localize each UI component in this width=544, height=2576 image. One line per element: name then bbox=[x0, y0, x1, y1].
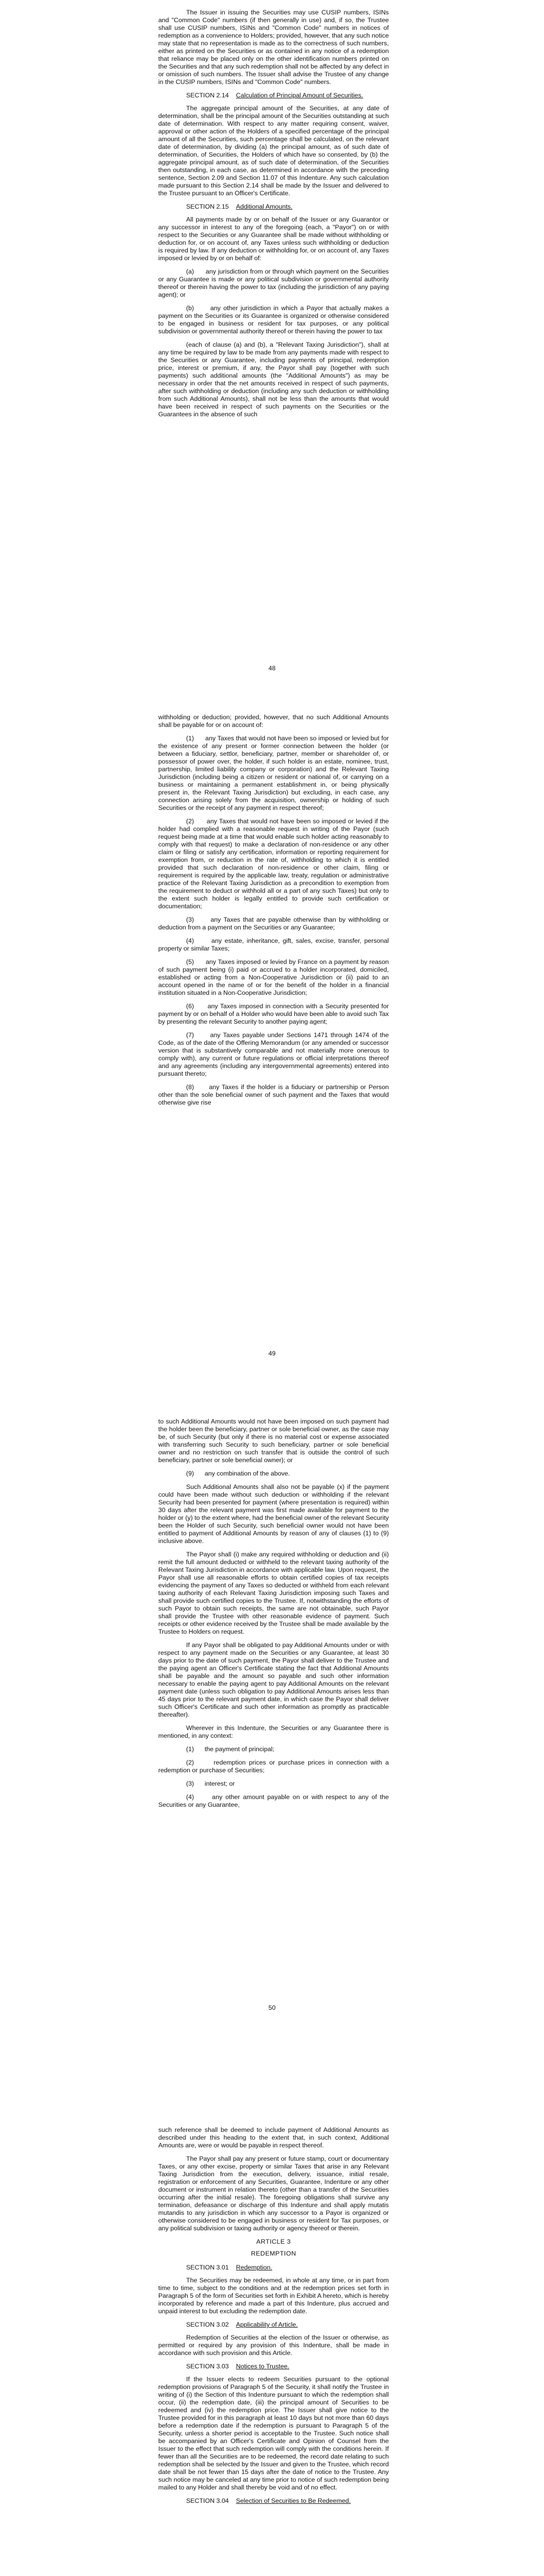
clause-a bbox=[158, 268, 389, 299]
list-item bbox=[158, 1759, 389, 1774]
list-item bbox=[158, 1083, 389, 1107]
section-title: Selection of Securities to Be Redeemed. bbox=[236, 2497, 351, 2504]
item-number: (7) bbox=[186, 1031, 194, 1039]
additional-amounts-paragraph: All payments made by or on behalf of the Issuer or any Guarantor or any successor in interest to any of the foregoing (each, a "Payor") on or with respect to the Securities or any Guarantee shall be made without withholding or deduction for, or on account of, any Taxes unless such withholding or deduction is required by law. If any deduction or withholding for, or on account of, any Taxes imposed or levied by or on behalf of: bbox=[158, 216, 389, 262]
section-number: SECTION 3.03 bbox=[186, 2363, 229, 2370]
section-number: SECTION 2.14 bbox=[186, 92, 229, 99]
section-title: Redemption. bbox=[236, 2264, 272, 2271]
withholding-paragraph: withholding or deduction; provided, however, that no such Additional Amounts shall be payable for or on account of: bbox=[158, 714, 389, 728]
continuation-paragraph: to such Additional Amounts would not have been imposed on such payment had the holder been the beneficiary, partner or sole beneficial owner, as the case may be, of such Security (but only if there is no material cost or expense associated with transferring such Security to such beneficiary, partner or sole beneficial owner and no restriction on such transfer that is outside the control of such beneficiary, partner or sole beneficial owner); or bbox=[158, 1418, 389, 1464]
remittance-paragraph: The Payor shall (i) make any required withholding or deduction and (ii) remit the full amount deducted or withheld to the relevant taxing authority of the Relevant Taxing Jurisdiction in accordance with applicable law. Upon request, the Payor shall use all reasonable efforts to obtain certified copies of tax receipts evidencing the payment of any Taxes so deducted or withheld from each relevant taxing authority of each Relevant Taxing Jurisdiction imposing such Taxes and shall provide such certified copies to the Trustee. If, notwithstanding the efforts of such Payor to obtain such receipts, the same are not obtainable, such Payor shall provide the Trustee with other reasonable evidence of payment. Such receipts or other evidence received by the Trustee shall be made available by the Trustee to Holders on request. bbox=[158, 1551, 389, 1635]
applicability-paragraph: Redemption of Securities at the election of the Issuer or otherwise, as permitted or required by any provision of this Indenture, shall be made in accordance with such provision and this Article. bbox=[158, 2334, 389, 2357]
article-title: REDEMPTION bbox=[251, 2250, 296, 2257]
item-number: (6) bbox=[186, 1003, 194, 1010]
reference-paragraph: such reference shall be deemed to include payment of Additional Amounts as described under this heading to the extent that, in such context, Additional Amounts are, were or would be payable in respect thereof. bbox=[158, 2126, 389, 2149]
section-3-04-heading bbox=[186, 2497, 389, 2505]
page-50 bbox=[0, 1406, 544, 2110]
page-number: 49 bbox=[268, 1350, 276, 1357]
clause-number: (b) bbox=[186, 304, 194, 312]
page-48 bbox=[0, 0, 544, 703]
item-text: any Taxes imposed or levied by France on a payment by reason of such payment being (i) paid or accrued to a holder incorporated, domiciled, established or acting from a Non-Cooperative Jurisdiction or (ii) paid to an account opened in the name of or for the benefit of the holder in a financial institution situated in a Non-Cooperative Jurisdiction; bbox=[158, 958, 389, 996]
item-text: redemption prices or purchase prices in connection with a redemption or purchase of Securities; bbox=[158, 1759, 389, 1774]
section-number: SECTION 3.02 bbox=[186, 2321, 229, 2328]
page-number: 50 bbox=[268, 2004, 276, 2011]
page-51 bbox=[0, 2110, 544, 2576]
section-title: Calculation of Principal Amount of Securities. bbox=[236, 92, 364, 99]
item-text: any Taxes that would not have been so imposed or levied but for the existence of any present or former connection between the holder (or between a fiduciary, settlor, beneficiary, partner, member or shareholder of, or possessor of power over, the holder, if such holder is an estate, nominee, trust, partnership, limited liability company or corporation) and the Relevant Taxing Jurisdiction (including being a citizen or resident or national of, or carrying on a business or maintaining a permanent establishment in, or being physically present in, the Relevant Taxing Jurisdiction) but excluding, in each case, any connection arising solely from the acquisition, ownership or holding of such Securities or the receipt of any payment in respect thereof; bbox=[158, 735, 389, 811]
relevant-taxing-jurisdiction-paragraph: (each of clause (a) and (b), a "Relevant Taxing Jurisdiction"), shall at any time be required by law to be made from any payments made with respect to the Securities or any Guarantee, including payments of principal, redemption price, interest or premium, if any, the Payor shall pay (together with such payments) such additional amounts (the "Additional Amounts") as may be necessary in order that the net amounts received in respect of such payments, after such withholding or deduction (including any such deduction or withholding from such Additional Amounts), shall not be less than the amounts that would have been received in respect of such payments on the Securities or the Guarantees in the absence of such bbox=[158, 341, 389, 418]
item-number: (1) bbox=[186, 1745, 194, 1753]
item-text: any combination of the above. bbox=[204, 1470, 290, 1477]
item-text: any Taxes that are payable otherwise than by withholding or deduction from a payment on the Securities or any Guarantee; bbox=[158, 916, 389, 931]
clause-number: (a) bbox=[186, 268, 194, 275]
list-item bbox=[158, 1003, 389, 1026]
section-number: SECTION 3.04 bbox=[186, 2497, 229, 2504]
item-text: any Taxes payable under Sections 1471 through 1474 of the Code, as of the date of the Offering Memorandum (or any amended or successor version that is substantively comparable and not materially more onerous to comply with), any current or future regulations or official interpretations thereof and any agreements (including any intergovernmental agreements) entered into pursuant thereto; bbox=[158, 1031, 389, 1077]
item-number: (2) bbox=[186, 1759, 194, 1766]
item-text: the payment of principal; bbox=[204, 1745, 274, 1753]
list-item bbox=[158, 1793, 389, 1809]
section-title: Additional Amounts. bbox=[236, 203, 293, 210]
item-number: (1) bbox=[186, 735, 194, 742]
article-heading: ARTICLE 3 bbox=[256, 2238, 291, 2245]
item-number: (9) bbox=[186, 1470, 194, 1477]
item-number: (5) bbox=[186, 958, 194, 965]
list-item bbox=[158, 937, 389, 953]
section-2-15-heading bbox=[186, 203, 389, 211]
presentation-paragraph: Such Additional Amounts shall also not be payable (x) if the payment could have been made without such deduction or withholding if the relevant Security had been presented for payment (where presentation is required) within 30 days after the relevant payment was first made available for payment to the holder or (y) to the extent where, had the beneficial owner of the relevant Security been the Holder of such Security, such beneficial owner would not have been entitled to payment of Additional Amounts by reason of any of clauses (1) to (9) inclusive above. bbox=[158, 1483, 389, 1545]
item-text: any Taxes imposed in connection with a Security presented for payment by or on behalf of a Holder who would have been able to avoid such Tax by presenting the relevant Security to another paying agent; bbox=[158, 1003, 389, 1025]
list-item bbox=[158, 958, 389, 997]
clause-text: any other jurisdiction in which a Payor that actually makes a payment on the Securities or its Guarantee is organized or otherwise considered to be engaged in business or resident for tax purposes, or any political subdivision or governmental authority thereof or therein having the power to tax bbox=[158, 304, 389, 335]
list-item bbox=[158, 916, 389, 931]
list-item bbox=[158, 1780, 389, 1788]
section-title: Applicability of Article. bbox=[236, 2321, 298, 2328]
page-49 bbox=[0, 703, 544, 1406]
section-2-14-heading bbox=[186, 92, 389, 99]
list-item bbox=[158, 1470, 389, 1478]
item-number: (4) bbox=[186, 1793, 194, 1801]
item-number: (4) bbox=[186, 937, 194, 944]
item-number: (3) bbox=[186, 916, 194, 923]
section-3-02-heading bbox=[186, 2321, 389, 2329]
section-number: SECTION 3.01 bbox=[186, 2264, 229, 2271]
page-number: 48 bbox=[268, 665, 276, 672]
item-text: any Taxes that would not have been so imposed or levied if the holder had complied with a reasonable request in writing of the Payor (such request being made at a time that would enable such holder acting reasonably to comply with that request) to make a declaration of non-residence or any other claim or filing or satisfy any certification, information or reporting requirement for exemption from, or reduction in the rate of, withholding to which it is entitled provided that such declaration of non-residence or other claim, filing or requirement is required by the applicable law, treaty, regulation or administrative practice of the Relevant Taxing Jurisdiction as a precondition to exemption from the requirement to deduct or withhold all or a part of any such Taxes) but only to the extent such holder is legally entitled to provide such certification or documentation; bbox=[158, 818, 389, 910]
section-number: SECTION 2.15 bbox=[186, 203, 229, 210]
item-number: (2) bbox=[186, 818, 194, 825]
clause-b bbox=[158, 304, 389, 335]
section-3-03-heading bbox=[186, 2363, 389, 2370]
item-text: interest; or bbox=[204, 1780, 235, 1787]
list-item bbox=[158, 1031, 389, 1078]
context-paragraph: Wherever in this Indenture, the Securities or any Guarantee there is mentioned, in any context: bbox=[158, 1724, 389, 1739]
item-text: any Taxes if the holder is a fiduciary or partnership or Person other than the sole beneficial owner of such payment and the Taxes that would otherwise give rise bbox=[158, 1083, 389, 1106]
item-number: (3) bbox=[186, 1780, 194, 1787]
item-text: any estate, inheritance, gift, sales, excise, transfer, personal property or similar Taxes; bbox=[158, 937, 389, 952]
item-number: (8) bbox=[186, 1083, 194, 1091]
cusip-paragraph: The Issuer in issuing the Securities may use CUSIP numbers, ISINs and "Common Code" numbers (if then generally in use) and, if so, the Trustee shall use CUSIP numbers, ISINs and "Common Code" numbers in notices of redemption as a convenience to Holders; provided, however, that any such notice may state that no representation is made as to the correctness of such numbers, either as printed on the Securities or as contained in any notice of a redemption that reliance may be placed only on the other identification numbers printed on the Securities and that any such redemption shall not be affected by any defect in or omission of such numbers. The Issuer shall advise the Trustee of any change in the CUSIP numbers, ISINs and "Common Code" numbers. bbox=[158, 9, 389, 86]
clause-text: any jurisdiction from or through which payment on the Securities or any Guarantee is made or any political subdivision or governmental authority thereof or therein having the power to tax (including the jurisdiction of any paying agent); or bbox=[158, 268, 389, 298]
list-item bbox=[158, 818, 389, 910]
item-text: any other amount payable on or with respect to any of the Securities or any Guarantee, bbox=[158, 1793, 389, 1808]
stamp-taxes-paragraph: The Payor shall pay any present or future stamp, court or documentary Taxes, or any other excise, property or similar Taxes that arise in any Relevant Taxing Jurisdiction from the execution, delivery, issuance, initial resale, registration or enforcement of any Securities, Guarantee, Indenture or any other document or instrument in relation thereto (other than a transfer of the Securities occurring after the initial resale). The foregoing obligations shall survive any termination, defeasance or discharge of this Indenture and shall apply mutatis mutandis to any jurisdiction in which any successor to a Payor is organized or otherwise considered to be engaged in business or resident for Tax purposes, or any political subdivision or taxing authority or agency thereof or therein. bbox=[158, 2155, 389, 2232]
section-3-01-heading bbox=[186, 2264, 389, 2272]
list-item bbox=[158, 735, 389, 812]
redemption-paragraph: The Securities may be redeemed, in whole at any time, or in part from time to time, subject to the conditions and at the redemption prices set forth in Paragraph 5 of the form of Securities set forth in Exhibit A hereto, which is hereby incorporated by reference and made a part of this Indenture, plus accrued and unpaid interest to but excluding the redemption date. bbox=[158, 2277, 389, 2315]
notices-paragraph: If the Issuer elects to redeem Securities pursuant to the optional redemption provisions of Paragraph 5 of the Security, it shall notify the Trustee in writing of (i) the Section of this Indenture pursuant to which the redemption shall occur, (ii) the redemption date, (iii) the principal amount of Securities to be redeemed and (iv) the redemption price. The Issuer shall give notice to the Trustee provided for in this paragraph at least 10 days but not more than 60 days before a redemption date if the redemption is pursuant to Paragraph 5 of the Security, unless a shorter period is acceptable to the Trustee. Such notice shall be accompanied by an Officer's Certificate and Opinion of Counsel from the Issuer to the effect that such redemption will comply with the conditions herein. If fewer than all the Securities are to be redeemed, the record date relating to such redemption shall be selected by the Issuer and given to the Trustee, which record date shall be not fewer than 15 days after the date of notice to the Trustee. Any such notice may be canceled at any time prior to notice of such redemption being mailed to any Holder and shall thereby be void and of no effect. bbox=[158, 2376, 389, 2491]
officers-certificate-paragraph: If any Payor shall be obligated to pay Additional Amounts under or with respect to any payment made on the Securities or any Guarantee, at least 30 days prior to the date of such payment, the Payor shall deliver to the Trustee and the paying agent an Officer's Certificate stating the fact that Additional Amounts shall be payable and the amount so payable and such other information necessary to enable the paying agent to pay Additional Amounts on the relevant payment date (unless such obligation to pay Additional Amounts arises less than 45 days prior to the relevant payment date, in which case the Payor shall deliver such Officer's Certificate and such other information as promptly as practicable thereafter). bbox=[158, 1641, 389, 1718]
principal-amount-paragraph: The aggregate principal amount of the Securities, at any date of determination, shall be the principal amount of the Securities outstanding at such date of determination. With respect to any matter requiring consent, waiver, approval or other action of the Holders of a specified percentage of the principal amount of all the Securities, such percentage shall be calculated, on the relevant date of determination, by dividing (a) the principal amount, as of such date of determination, of Securities, the Holders of which have so consented, by (b) the aggregate principal amount, as of such date of determination, of the Securities then outstanding, in each case, as determined in accordance with the preceding sentence, Section 2.09 and Section 11.07 of this Indenture. Any such calculation made pursuant to this Section 2.14 shall be made by the Issuer and delivered to the Trustee pursuant to an Officer's Certificate. bbox=[158, 105, 389, 197]
list-item bbox=[158, 1745, 389, 1753]
section-title: Notices to Trustee. bbox=[236, 2363, 289, 2370]
